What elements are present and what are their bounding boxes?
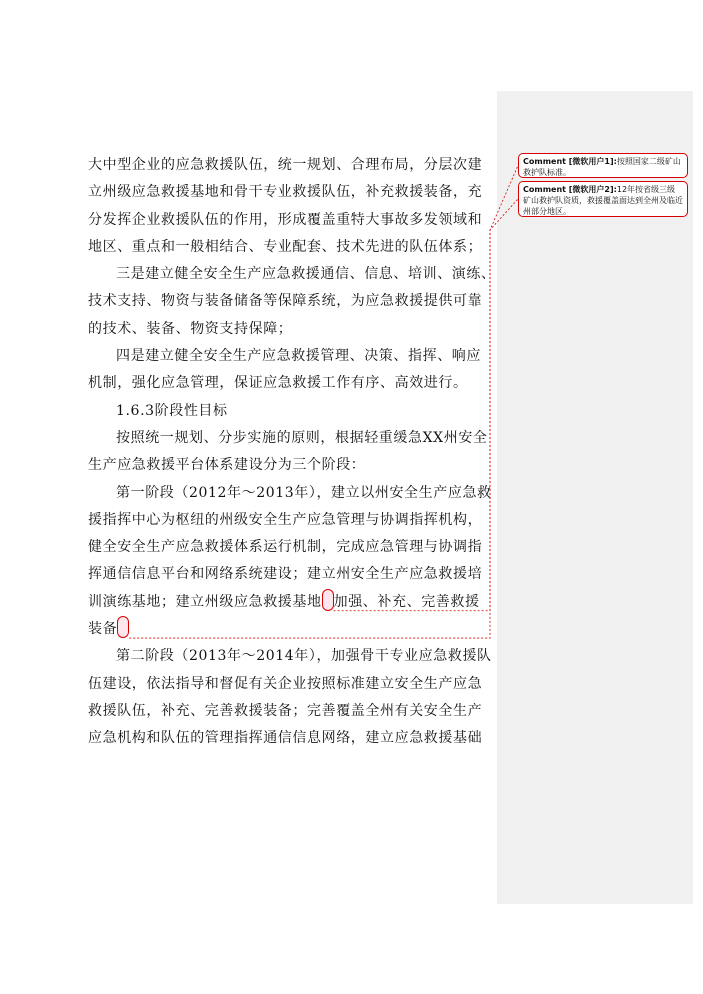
text-line: 地区、重点和一般相结合、专业配套、技术先进的队伍体系； [88, 238, 483, 255]
comment-author-1: Comment [微软用户1]: [523, 157, 617, 166]
text-line: 1.6.3阶段性目标 [116, 402, 228, 419]
comment-text-1: 按照国家二级矿山救护队标准。 [523, 157, 681, 177]
text-line: 第二阶段（2013年～2014年），加强骨干专业应急救援队 [116, 648, 492, 665]
marked-text-before-1: 训演练基地；建立州级应急救援基地 [88, 593, 322, 610]
text-line: 技术支持、物资与装备储备等保障系统，为应急救援提供可靠 [88, 293, 483, 310]
text-line: 的技术、装备、物资支持保障； [88, 320, 293, 337]
text-line: 应急机构和队伍的管理指挥通信信息网络，建立应急救援基础 [88, 730, 483, 747]
text-line-marked-1 [88, 589, 488, 616]
document-body [88, 152, 496, 753]
text-line: 第一阶段（2012年～2013年），建立以州安全生产应急救 [116, 484, 492, 501]
text-line: 分发挥企业救援队伍的作用，形成覆盖重特大事故多发领域和 [88, 211, 483, 228]
paragraph-block [88, 152, 496, 589]
marked-text-after-1: 加强、补充、完善救援 [333, 593, 480, 610]
text-line: 援指挥中心为枢纽的州级安全生产应急管理与协调指挥机构， [88, 511, 483, 528]
comment-author-2: Comment [微软用户2]: [523, 185, 617, 194]
comment-balloon-1[interactable] [518, 153, 688, 178]
text-line: 按照统一规划、分步实施的原则，根据轻重缓急XX州安全 [116, 429, 488, 446]
text-line: 挥通信信息平台和网络系统建设；建立州安全生产应急救援培 [88, 566, 483, 583]
comment-balloon-2[interactable] [518, 181, 688, 217]
text-line: 机制，强化应急管理，保证应急救援工作有序、高效进行。 [88, 375, 468, 392]
text-line: 大中型企业的应急救援队伍，统一规划、合理布局，分层次建 [88, 157, 483, 173]
paragraph-block-after [88, 643, 492, 752]
text-line: 伍建设，依法指导和督促有关企业按照标准建立安全生产应急 [88, 675, 483, 692]
comment-text-2: 12年按省级三级矿山救护队资质，救援覆盖面达到全州及临近州部分地区。 [523, 185, 683, 216]
text-line: 三是建立健全安全生产应急救援通信、信息、培训、演练、 [116, 266, 496, 283]
marked-text-before-2: 装备 [88, 621, 118, 638]
comment-anchor-1[interactable] [322, 589, 334, 611]
text-line: 健全安全生产应急救援体系运行机制，完成应急管理与协调指 [88, 539, 483, 556]
text-line: 救援队伍，补充、完善救援装备；完善覆盖全州有关安全生产 [88, 702, 483, 719]
text-line: 立州级应急救援基地和骨干专业救援队伍，补充救援装备，充 [88, 184, 483, 201]
text-line-marked-2 [88, 616, 488, 643]
comment-anchor-2[interactable] [117, 616, 129, 638]
text-line: 四是建立健全安全生产应急救援管理、决策、指挥、响应 [116, 348, 481, 365]
text-line: 生产应急救援平台体系建设分为三个阶段： [88, 457, 366, 474]
